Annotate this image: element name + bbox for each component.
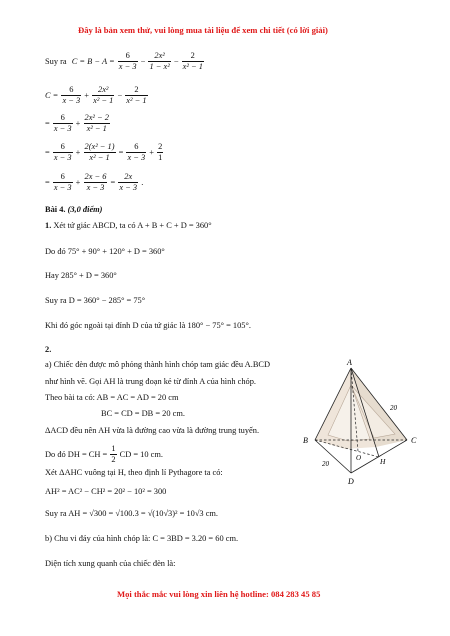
label-o: O (356, 454, 362, 462)
label-b: B (303, 436, 308, 445)
fraction: $\frac{\text{2x²}}{\text{1 − x²}}$ (149, 51, 170, 72)
fraction: $\frac{\text{2x²}}{\text{x² − 1}}$ (93, 85, 114, 106)
c-equation-line-3: = $\frac{6}{x - 3}$ + $\frac{\text{2x² − 2}}{\text{x² − 1}}$ (45, 113, 109, 134)
fraction: $\frac{6}{x - 3}$ (118, 51, 137, 72)
c-equation-line-1: Suy ra C = B − A = $\frac{6}{x - 3}$ − $\frac{\text{2x²}}{\text{1 − x²}}$ − $\frac{2}{\text{x² − 1}}$ (45, 51, 203, 72)
bai4-heading: Bài 4. (3,0 điểm) (45, 205, 103, 214)
q2-line-4: BC = CD = DB = 20 cm. (101, 409, 185, 418)
fraction: $\frac{2}{\text{x² − 1}}$ (126, 85, 147, 106)
q2-line-10: b) Chu vi đáy của hình chóp là: C = 3BD = 3.20 = 60 cm. (45, 534, 239, 543)
q2-label: 2. (45, 345, 52, 354)
edge-label-20-ac: 20 (390, 404, 397, 412)
q2-line-3: Theo bài ta có: AB = AC = AD = 20 cm (45, 393, 179, 402)
c-equation-line-2: C = $\frac{6}{x - 3}$ + $\frac{\text{2x²}}{\text{x² − 1}}$ − $\frac{2}{\text{x² − 1}}$ (45, 85, 147, 106)
suy-ra-label: Suy ra (45, 56, 67, 66)
q1-line-1: 1. Xét tứ giác ABCD, ta có A + B + C + D = 360° (45, 221, 212, 230)
footer-banner: Mọi thắc mắc vui lòng xin liên hệ hotline: 084 283 45 85 (117, 589, 321, 599)
q1-line-4: Suy ra D = 360° − 285° = 75° (45, 296, 146, 305)
q1-line-5: Khi đó góc ngoài tại đỉnh D của tứ giác là 180° − 75° = 105°. (45, 321, 251, 330)
fraction: $\frac{6}{x - 3}$ (62, 85, 81, 106)
q2-line-9: Suy ra AH = √300 = √100.3 = √(10√3)² = 10√3 cm. (45, 509, 219, 518)
q2-line-11: Diện tích xung quanh của chiếc đèn là: (45, 559, 176, 568)
label-a: A (347, 358, 352, 367)
label-h: H (380, 457, 386, 466)
q1-line-2: Do đó 75° + 90° + 120° + D = 360° (45, 247, 165, 256)
label-c: C (411, 436, 417, 445)
header-banner: Đây là bản xem thử, vui lòng mua tài liệu để xem chi tiết (có lời giải) (78, 25, 328, 35)
pyramid-figure (300, 355, 435, 495)
q2-line-6: Do đó DH = CH = $\frac{1}{2}$ CD = 10 cm. (45, 444, 163, 465)
q2-line-2: như hình vẽ. Gọi AH là trung đoạn kẻ từ đỉnh A của hình chóp. (45, 377, 256, 386)
q2-line-1: a) Chiếc đèn được mô phỏng thành hình chóp tam giác đều A.BCD (45, 360, 271, 369)
q2-line-8: AH² = AC² − CH² = 20² − 10² = 300 (45, 487, 167, 496)
label-d: D (348, 477, 354, 486)
edge-label-20-bd: 20 (322, 460, 329, 468)
c-lhs: C = B − A = (71, 56, 115, 66)
c-equation-line-4: = $\frac{6}{x - 3}$ + $\frac{\text{2(x² − 1)}}{\text{x² − 1}}$ = $\frac{6}{x - 3}$ + $\frac{2}{1}$ (45, 142, 163, 163)
q1-line-3: Hay 285° + D = 360° (45, 271, 117, 280)
c-equation-line-5: = $\frac{6}{x - 3}$ + $\frac{2x - 6}{x - 3}$ = $\frac{2x}{x - 3}$ . (45, 172, 144, 193)
q2-line-7: Xét ΔAHC vuông tại H, theo định lí Pythagore ta có: (45, 468, 223, 477)
q2-line-5: ΔACD đều nên AH vừa là đường cao vừa là đường trung tuyến. (45, 426, 260, 435)
fraction: $\frac{2}{\text{x² − 1}}$ (182, 51, 203, 72)
